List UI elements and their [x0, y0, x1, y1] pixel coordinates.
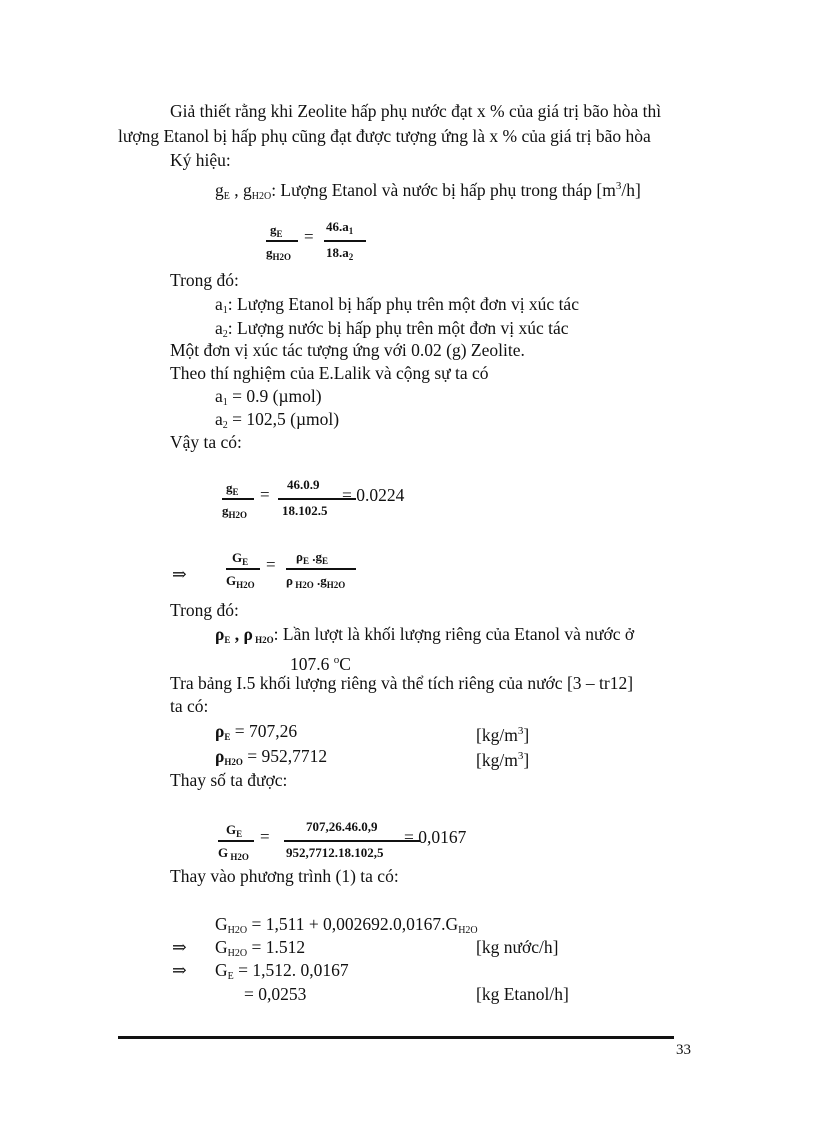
page-number: 33: [676, 1042, 691, 1058]
rho-etanol-value: ρE = 707,26: [215, 721, 298, 742]
implies-symbol-3: ⇒: [172, 960, 187, 980]
paragraph-line-2: lượng Etanol bị hấp phụ cũng đạt được tượng ứng là x % của giá trị bão hòa: [118, 126, 651, 146]
table-reference: Tra bảng I.5 khối lượng riêng và thể tích riêng của nước [3 – tr12]: [170, 673, 634, 693]
implies-symbol: ⇒: [172, 564, 187, 584]
thus-heading: Vậy ta có:: [170, 432, 242, 452]
footer-rule: [118, 1036, 674, 1039]
where-heading-1: Trong đó:: [170, 270, 239, 290]
substitute-heading: Thay số ta được:: [170, 770, 288, 790]
G-water-unit: [kg nước/h]: [476, 937, 559, 957]
rho-water-value: ρH2O = 952,7712: [215, 746, 328, 767]
G-etanol-unit: [kg Etanol/h]: [476, 984, 569, 1004]
plug-into-heading: Thay vào phương trình (1) ta có:: [170, 866, 399, 886]
g-definition: $g_E$ , $g_{H2O}$: Lượng Etanol và nước bị hấp phụ trong tháp $[m^3/h]$: [215, 180, 641, 202]
where-heading-2: Trong đó:: [170, 600, 239, 620]
G-etanol-result: = 0,0253: [244, 984, 307, 1004]
a2-definition: $a_2$: Lượng nước bị hấp phụ trên một đơn vị xúc tác: [215, 318, 569, 340]
rho-water-unit: $[kg/m^3]$: [476, 750, 530, 770]
G-etanol-equation: $G_E = 1,512$. 0,0167: [215, 960, 349, 982]
a1-definition: $a_1$: Lượng Etanol bị hấp phụ trên một đơn vị xúc tác: [215, 294, 579, 316]
rho-temperature: 107.6 $^o$C: [290, 654, 351, 674]
G-water-result: $G_{H2O} = 1.512$: [215, 937, 306, 959]
rho-etanol-unit: $[kg/m^3]$: [476, 725, 530, 745]
a1-value: $a_1 = 0.9$ (µmol): [215, 386, 322, 408]
catalyst-unit-line: Một đơn vị xúc tác tượng ứng với 0.02 (g) Zeolite.: [170, 340, 525, 360]
notation-heading: Ký hiệu:: [170, 150, 231, 170]
paragraph-line-1: Giả thiết rằng khi Zeolite hấp phụ nước đạt x % của giá trị bão hòa thì: [170, 101, 662, 121]
rho-definition: ρE , ρ H2O: Lần lượt là khối lượng riêng của Etanol và nước ở: [215, 624, 635, 645]
a2-value: $a_2 = 102,5$ (µmol): [215, 409, 340, 431]
we-have: ta có:: [170, 696, 209, 716]
G-equation-1: $G_{H2O} = 1,511 + 0,002692.0,0167.G_{H2O}$: [215, 914, 478, 936]
implies-symbol-2: ⇒: [172, 937, 187, 957]
experiment-line: Theo thí nghiệm của E.Lalik và cộng sự ta có: [170, 363, 489, 383]
